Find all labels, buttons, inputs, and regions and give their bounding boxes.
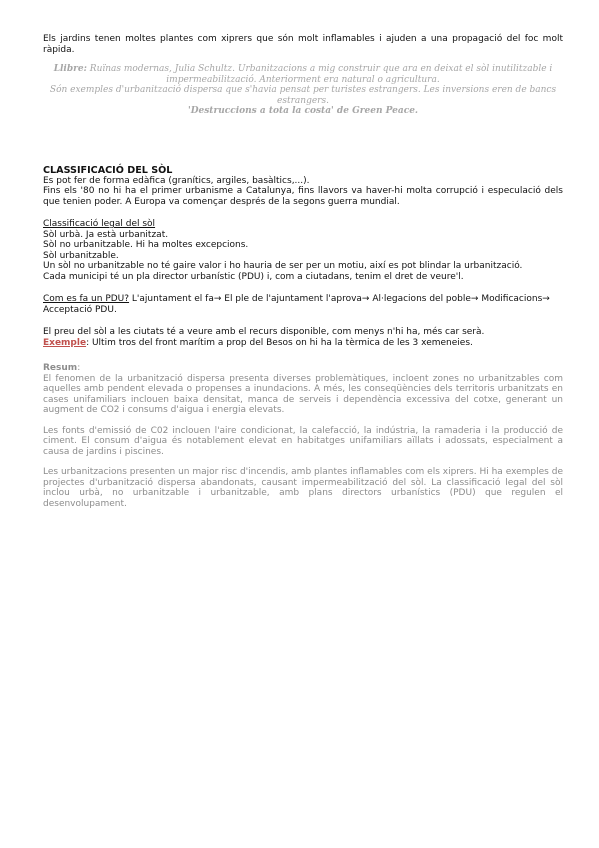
arrow-right-icon: →	[361, 294, 370, 304]
book-quote-label: Llibre:	[53, 64, 87, 74]
example-text: : Ultim tros del front marítim a prop del Besos on hi ha la tèrmica de les 3 xemeneies.	[86, 337, 473, 348]
book-quote-line1	[43, 64, 563, 85]
section-title-classification: CLASSIFICACIÓ DEL SÒL	[43, 164, 173, 176]
legal-item: Sòl urbà. Ja està urbanitzat.	[43, 229, 169, 240]
legal-item: Sòl no urbanitzable. Hi ha moltes excepcions.	[43, 240, 249, 250]
pdu-step-4: Modificacions	[478, 294, 543, 304]
document-body	[43, 34, 563, 509]
book-quote-line2: Són exemples d'urbanització dispersa que s'havia pensat per turistes estrangers. Les inversions eren de bancs estrangers.	[49, 85, 557, 106]
pdu-step-1: L'ajuntament el fa	[129, 294, 214, 304]
book-quote-line3: 'Destruccions a tota la costa' de Green Peace.	[187, 106, 419, 116]
price-line: El preu del sòl a les ciutats té a veure amb el recurs disponible, com menys n'hi ha, més car serà.	[43, 327, 485, 337]
arrow-right-icon: →	[213, 294, 222, 304]
legal-item: Cada municipi té un pla director urbanístic (PDU) i, com a ciutadans, tenim el dret de veure'l.	[43, 271, 464, 282]
example-label: Exemple	[43, 337, 87, 348]
intro-paragraph: Els jardins tenen moltes plantes com xiprers que són molt inflamables i ajuden a una propagació del foc molt ràpida.	[43, 34, 563, 55]
pdu-step-2: El ple de l'ajuntament l'aprova	[221, 294, 362, 304]
pdu-step-3: Al·legacions del poble	[369, 294, 471, 304]
classification-line1: Es pot fer de forma edàfica (granítics, argiles, basàltics,...).	[43, 175, 310, 186]
summary-paragraph: Les urbanitzacions presenten un major risc d'incendis, amb plantes inflamables com els xiprers. Hi ha exemples de projectes d'urbanització dispersa abandonats, causant impermeabilització del sòl. La classificació legal del sòl inclou urbà, no urbanitzable i urbanitzable, amb plans directors urbanístics (PDU) que regulen el desenvolupament.	[43, 467, 563, 509]
summary-title-text: Resum	[43, 363, 78, 373]
legal-item: Un sòl no urbanitzable no té gaire valor i ho hauria de ser per un motiu, així es pot blindar la urbanització.	[43, 261, 523, 271]
example-line	[43, 338, 563, 349]
arrow-right-icon: →	[470, 294, 479, 304]
pdu-process	[43, 294, 563, 315]
arrow-right-icon: →	[542, 294, 550, 304]
summary-title	[43, 363, 563, 374]
pdu-step-5: Acceptació PDU.	[43, 304, 117, 315]
classification-line2: Fins els '80 no hi ha el primer urbanisme a Catalunya, fins llavors va haver-hi molta corrupció i especulació dels que tenien poder. A Europa va començar després de la segons guerra mundial.	[43, 186, 563, 207]
pdu-question: Com es fa un PDU?	[43, 294, 130, 304]
legal-heading: Classificació legal del sòl	[43, 219, 156, 229]
summary-paragraph: Les fonts d'emissió de C02 inclouen l'aire condicionat, la calefacció, la indústria, la ramaderia i la producció de ciment. El consum d'aigua és notablement elevat en habitatges unifamiliars aïllats i adossats, especialment a causa de jardins i piscines.	[43, 425, 563, 457]
book-quote-block	[43, 64, 563, 117]
summary-title-colon: :	[77, 363, 81, 373]
summary-paragraph: El fenomen de la urbanització dispersa presenta diverses problemàtiques, incloent zones no urbanitzables com aquelles amb pendent elevada o propenses a inundacions. A més, les conseqüències dels territoris urbanitzats en cases unifamiliars inclouen baixa densitat, manca de serveis i dependència excessiva del cotxe, generant un augment de CO2 i consums d'aigua i energia elevats.	[43, 373, 563, 415]
book-quote-text: Ruïnas modernas, Julia Schultz. Urbanitzacions a mig construir que ara en deixat el sòl inutilitzable i impermeabilització. Anteriorment era natural o agricultura.	[86, 64, 553, 85]
legal-item: Sòl urbanitzable.	[43, 250, 119, 261]
summary-block	[43, 363, 563, 509]
